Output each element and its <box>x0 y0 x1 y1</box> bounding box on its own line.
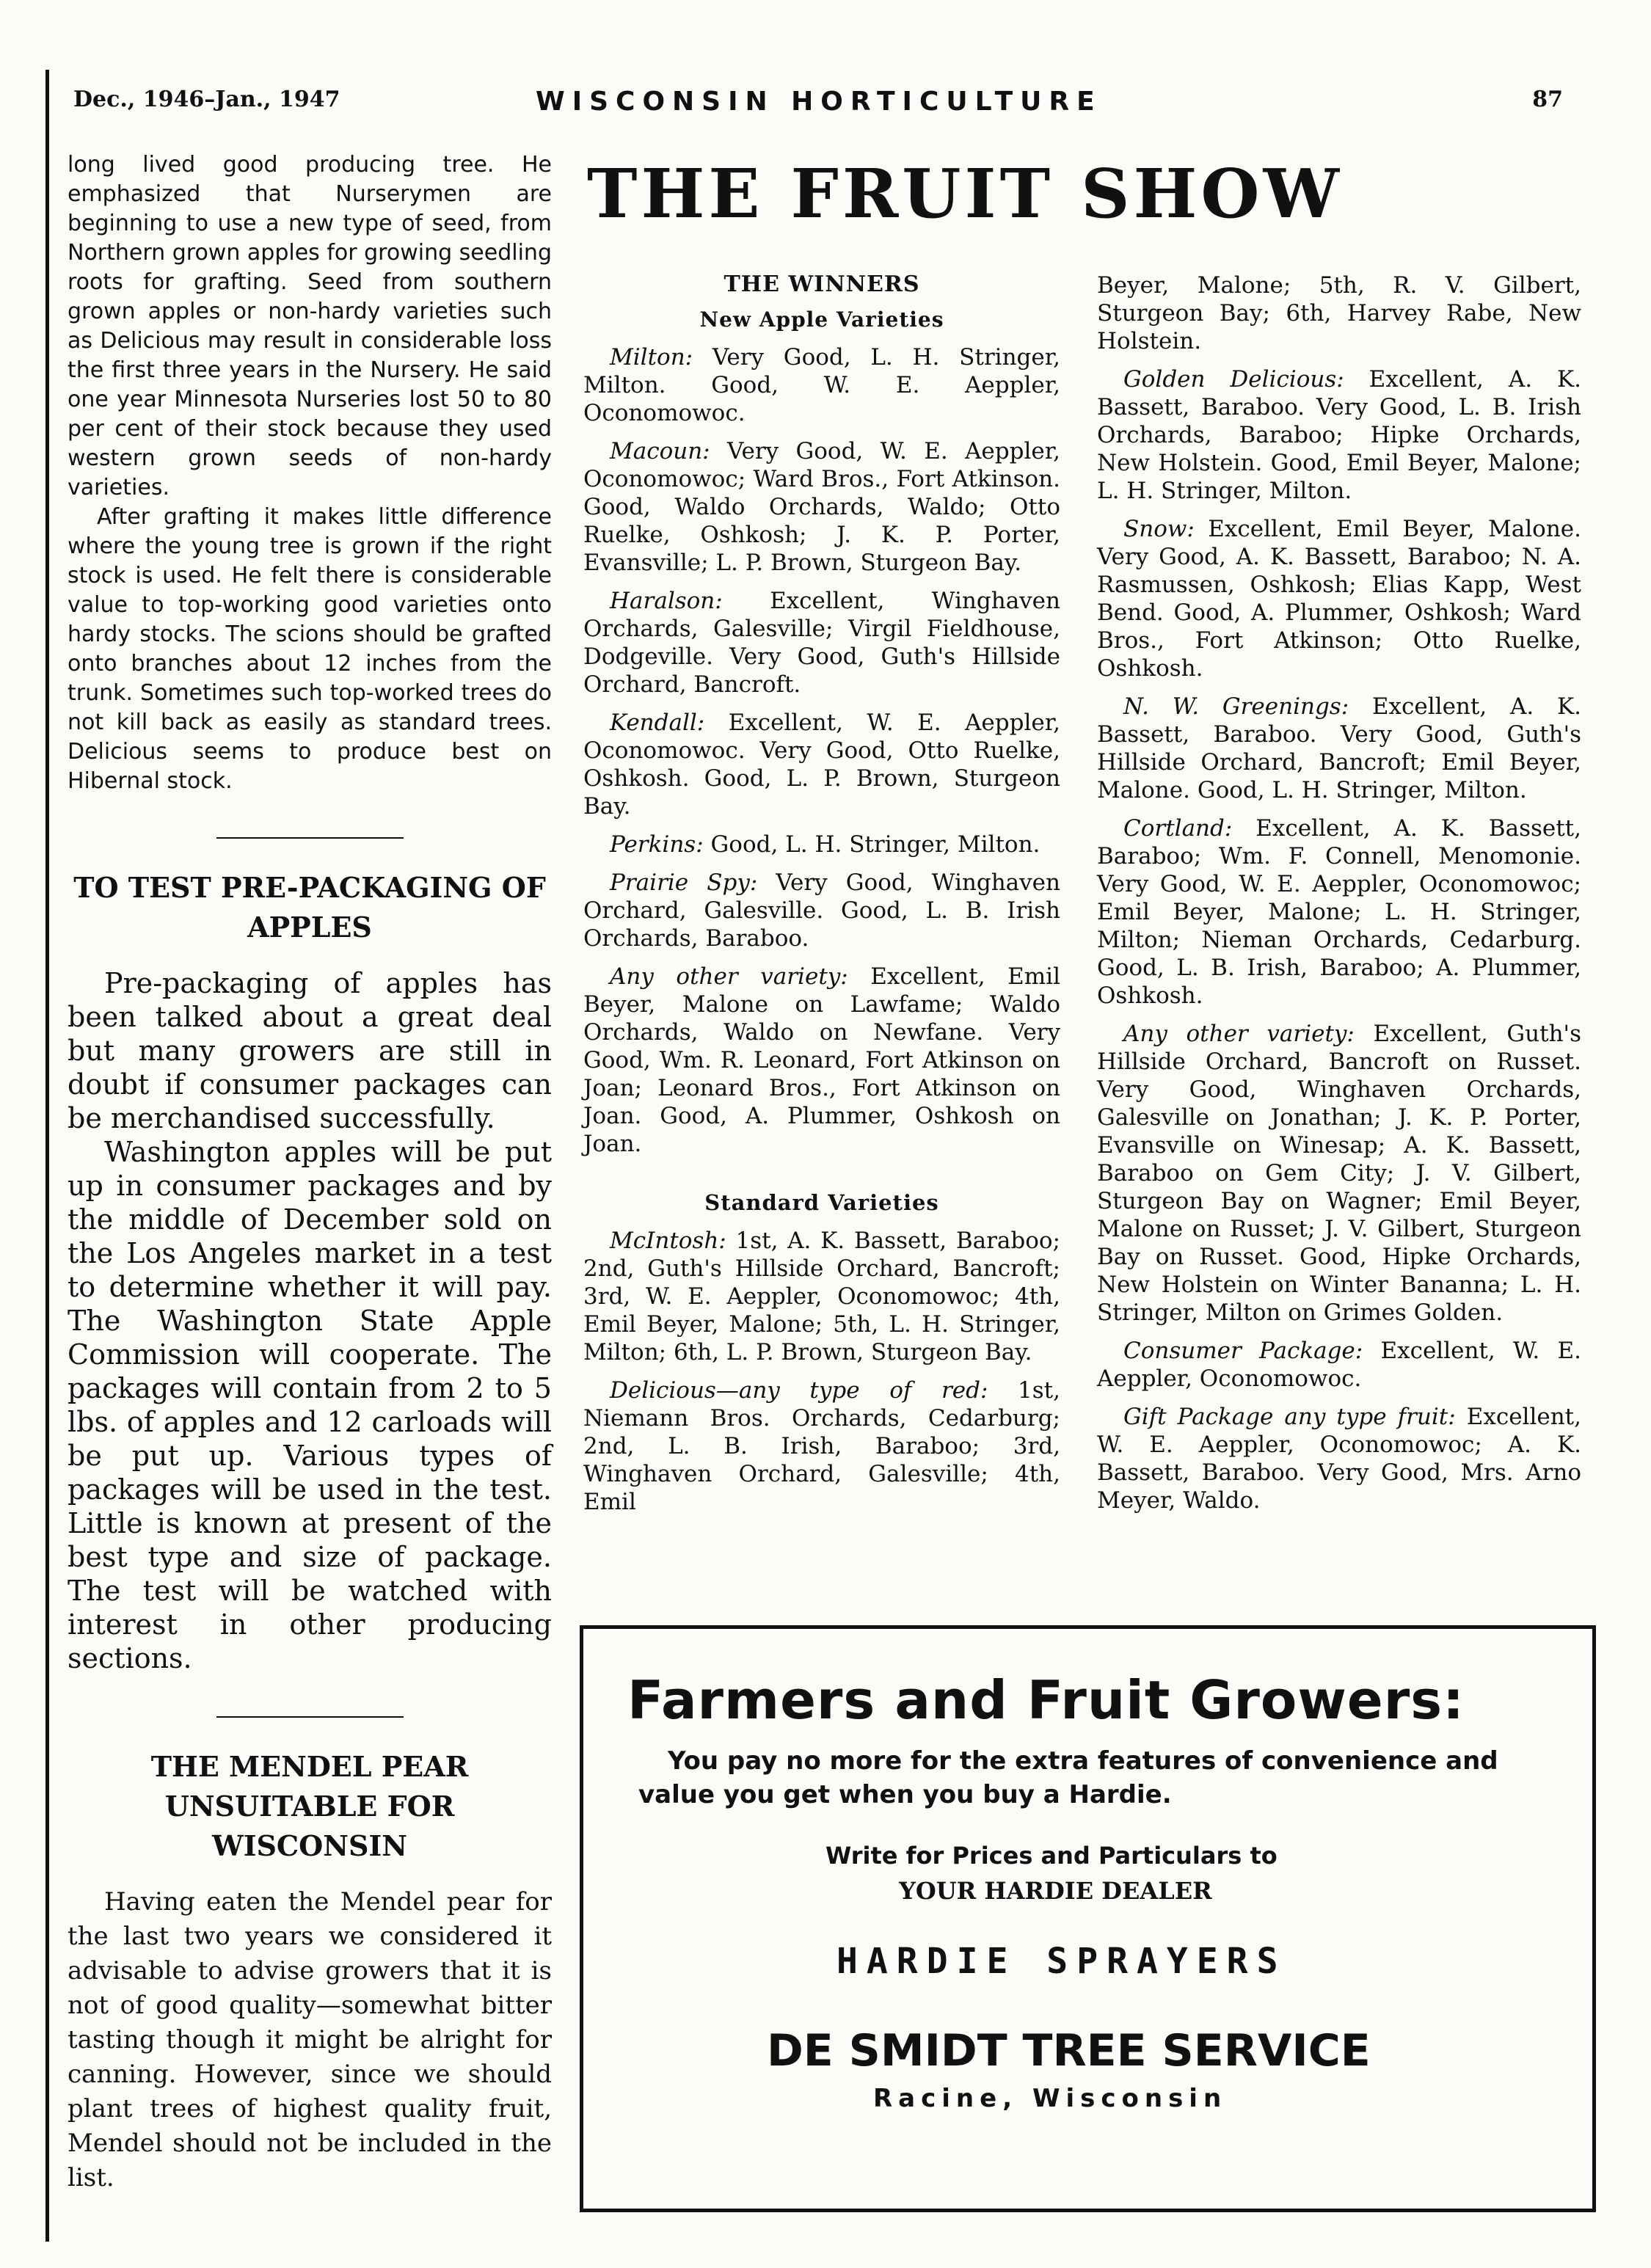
variety-name: Consumer Package: <box>1123 1338 1363 1364</box>
winner-text: Excellent, W. E. Aeppler, Oconomowoc; A. K. Bassett, Baraboo. Very Good, Mrs. Arno Meyer, Waldo. <box>1097 1404 1581 1514</box>
ad-company: DE SMIDT TREE SERVICE <box>767 2025 1371 2076</box>
winners-heading: THE WINNERS <box>724 271 920 297</box>
continuation-paragraph: After grafting it makes little difference where the young tree is grown if the right stock is used. He felt there is considerable value to top-working good varieties onto hardy stocks. The scions should be grafted onto branches about 12 inches from the trunk. Sometimes such top-worked trees do not kill back as easily as standard trees. Delicious seems to produce best on Hibernal stock. <box>68 504 552 794</box>
standard-varieties-list <box>583 1227 1060 1516</box>
variety-name: Macoun: <box>610 438 710 464</box>
variety-name: N. W. Greenings: <box>1123 693 1349 720</box>
winner-entry <box>583 587 1060 699</box>
advertisement <box>580 1625 1596 2212</box>
variety-name: Delicious—any type of red: <box>610 1377 988 1404</box>
variety-name: McIntosh: <box>610 1228 726 1254</box>
winner-text: Good, L. H. Stringer, Milton. <box>703 831 1040 858</box>
article-title: THE MENDEL PEAR UNSUITABLE FOR WISCONSIN <box>150 1750 469 1862</box>
winner-entry <box>1097 693 1581 804</box>
winner-entry <box>1097 1403 1581 1514</box>
winner-entry <box>1097 814 1581 1010</box>
winner-entry <box>1097 271 1581 355</box>
winner-text: Very Good, Winghaven Orchard, Galesville. Good, L. B. Irish Orchards, Baraboo. <box>583 869 1060 952</box>
ad-location: Racine, Wisconsin <box>873 2084 1228 2113</box>
winner-entry <box>583 709 1060 820</box>
winner-text: Excellent, Emil Beyer, Malone on Lawfame; Waldo Orchards, Waldo on Newfane. Very Good, Wm. R. Leonard, Fort Atkinson on Joan; Leonard Bros., Fort Atkinson on Joan. Good, A. Plummer, Oshkosh on Joan. <box>583 963 1060 1157</box>
winner-text: Excellent, Emil Beyer, Malone. Very Good, A. K. Bassett, Baraboo; N. A. Rasmussen, Oshkosh; Elias Kapp, West Bend. Good, A. Plummer, Oshkosh; Ward Bros., Fort Atkinson; Otto Ruelke, Oshkosh. <box>1097 516 1581 682</box>
winner-text: Very Good, L. H. Stringer, Milton. Good, W. E. Aeppler, Oconomowoc. <box>583 344 1060 426</box>
winner-text: Excellent, W. E. Aeppler, Oconomowoc. Very Good, Otto Ruelke, Oshkosh. Good, L. P. Brown, Sturgeon Bay. <box>583 710 1060 820</box>
winner-entry <box>1097 1337 1581 1393</box>
winner-entry <box>583 343 1060 427</box>
standard-varieties-heading: Standard Varieties <box>704 1190 939 1215</box>
issue-date: Dec., 1946–Jan., 1947 <box>73 87 340 112</box>
article-paragraph: Pre-packaging of apples has been talked about a great deal but many growers are still in doubt if consumer packages can be merchandised successfully. <box>68 967 552 1134</box>
variety-name: Prairie Spy: <box>610 869 758 896</box>
ad-subtext: You pay no more for the extra features of convenience and <box>668 1746 1498 1776</box>
winner-entry <box>583 437 1060 577</box>
continuation-paragraph: long lived good producing tree. He emphasized that Nurserymen are beginning to use a new type of seed, from Northern grown apples for growing seedling roots for grafting. Seed from southern grown apples or non-hardy varieties such as Delicious may result in considerable loss the first three years in the Nursery. He said one year Minnesota Nurseries lost 50 to 80 per cent of their stock because they used western grown seeds of non-hardy varieties. <box>68 152 552 500</box>
separator <box>216 837 404 839</box>
winner-text: Excellent, A. K. Bassett, Baraboo. Very Good, Guth's Hillside Orchard, Bancroft; Emil Beyer, Malone. Good, L. H. Stringer, Milton. <box>1097 693 1581 803</box>
winner-entry <box>583 1227 1060 1366</box>
new-varieties-list <box>583 343 1060 1158</box>
winner-entry <box>583 1377 1060 1516</box>
left-column <box>68 150 552 2195</box>
ad-dealer: YOUR HARDIE DEALER <box>899 1877 1212 1905</box>
variety-name: Kendall: <box>610 710 705 736</box>
winner-text: Excellent, Guth's Hillside Orchard, Bancroft on Russet. Very Good, Winghaven Orchards, Galesville on Jonathan; J. K. P. Porter, Evansville on Winesap; A. K. Bassett, Baraboo on Gem City; J. V. Gilbert, Sturgeon Bay on Wagner; Emil Beyer, Malone on Russet; J. V. Gilbert, Sturgeon Bay on Russet. Good, Hipke Orchards, New Holstein on Winter Bananna; L. H. Stringer, Milton on Grimes Golden. <box>1097 1021 1581 1326</box>
winners-list <box>1097 271 1581 1514</box>
right-column <box>1097 271 1581 1525</box>
variety-name: Perkins: <box>610 831 704 858</box>
winner-text: Excellent, A. K. Bassett, Baraboo. Very Good, L. B. Irish Orchards, Baraboo; Hipke Orchards, New Holstein. Good, Emil Beyer, Malone; L. H. Stringer, Milton. <box>1097 366 1582 504</box>
winner-entry <box>583 831 1060 858</box>
publication-title: WISCONSIN HORTICULTURE <box>536 87 1102 117</box>
variety-name: Any other variety: <box>1123 1021 1355 1047</box>
ad-subtext: value you get when you buy a Hardie. <box>638 1780 1172 1809</box>
page-number: 87 <box>1532 87 1563 112</box>
winner-text: Beyer, Malone; 5th, R. V. Gilbert, Sturgeon Bay; 6th, Harvey Rabe, New Holstein. <box>1097 272 1581 354</box>
variety-name: Gift Package any type fruit: <box>1123 1404 1456 1430</box>
winner-text: Excellent, A. K. Bassett, Baraboo; Wm. F. Connell, Menomonie. Very Good, W. E. Aeppler, Oconomowoc; Emil Beyer, Malone; L. H. Stringer, Milton; Nieman Orchards, Cedarburg. Good, L. B. Irish, Baraboo; A. Plummer, Oshkosh. <box>1097 815 1581 1009</box>
winner-text: 1st, Niemann Bros. Orchards, Cedarburg; 2nd, L. B. Irish, Baraboo; 3rd, Winghaven Orchard, Galesville; 4th, Emil <box>583 1377 1060 1515</box>
variety-name: Golden Delicious: <box>1123 366 1344 393</box>
new-varieties-heading: New Apple Varieties <box>699 307 944 332</box>
winner-text: Excellent, Winghaven Orchards, Galesville; Virgil Fieldhouse, Dodgeville. Very Good, Guth's Hillside Orchard, Bancroft. <box>583 588 1060 698</box>
separator <box>216 1716 404 1718</box>
winner-text: Very Good, W. E. Aeppler, Oconomowoc; Ward Bros., Fort Atkinson. Good, Waldo Orchards, Waldo; Otto Ruelke, Oshkosh; J. K. P. Porter, Evansville; L. P. Brown, Sturgeon Bay. <box>583 438 1060 576</box>
middle-column <box>583 271 1060 1526</box>
variety-name: Any other variety: <box>610 963 848 990</box>
article-title: TO TEST PRE-PACKAGING OF APPLES <box>73 871 546 944</box>
winner-text: 1st, A. K. Bassett, Baraboo; 2nd, Guth's Hillside Orchard, Bancroft; 3rd, W. E. Aeppler, Oconomowoc; 4th, Emil Beyer, Malone; 5th, L. H. Stringer, Milton; 6th, L. P. Brown, Sturgeon Bay. <box>583 1228 1060 1365</box>
variety-name: Milton: <box>610 344 693 371</box>
winner-text: Excellent, W. E. Aeppler, Oconomowoc. <box>1097 1338 1581 1392</box>
winner-entry <box>1097 1020 1581 1327</box>
fruit-show-title: THE FRUIT SHOW <box>587 154 1343 233</box>
variety-name: Haralson: <box>610 588 723 614</box>
ad-call-to-action: Write for Prices and Particulars to <box>826 1842 1278 1870</box>
winner-entry <box>1097 515 1581 682</box>
variety-name: Cortland: <box>1123 815 1233 842</box>
winner-entry <box>583 963 1060 1158</box>
variety-name: Snow: <box>1123 516 1195 542</box>
winner-entry <box>1097 365 1581 505</box>
article-paragraph: Having eaten the Mendel pear for the last two years we considered it advisable to advise growers that it is not of good quality—somewhat bitter tasting though it might be alright for canning. However, since we should plant trees of highest quality fruit, Mendel should not be included in the list. <box>68 1887 552 2192</box>
article-paragraph: Washington apples will be put up in consumer packages and by the middle of December sold on the Los Angeles market in a test to determine whether it will pay. The Washington State Apple Commission will cooperate. The packages will contain from 2 to 5 lbs. of apples and 12 carloads will be put up. Various types of packages will be used in the test. Little is known at present of the best type and size of package. The test will be watched with interest in other producing sections. <box>68 1136 552 1674</box>
ad-headline: Farmers and Fruit Growers: <box>627 1669 1465 1731</box>
ad-brand: HARDIE SPRAYERS <box>837 1941 1287 1982</box>
column-rule <box>45 70 49 2242</box>
winner-entry <box>583 869 1060 952</box>
